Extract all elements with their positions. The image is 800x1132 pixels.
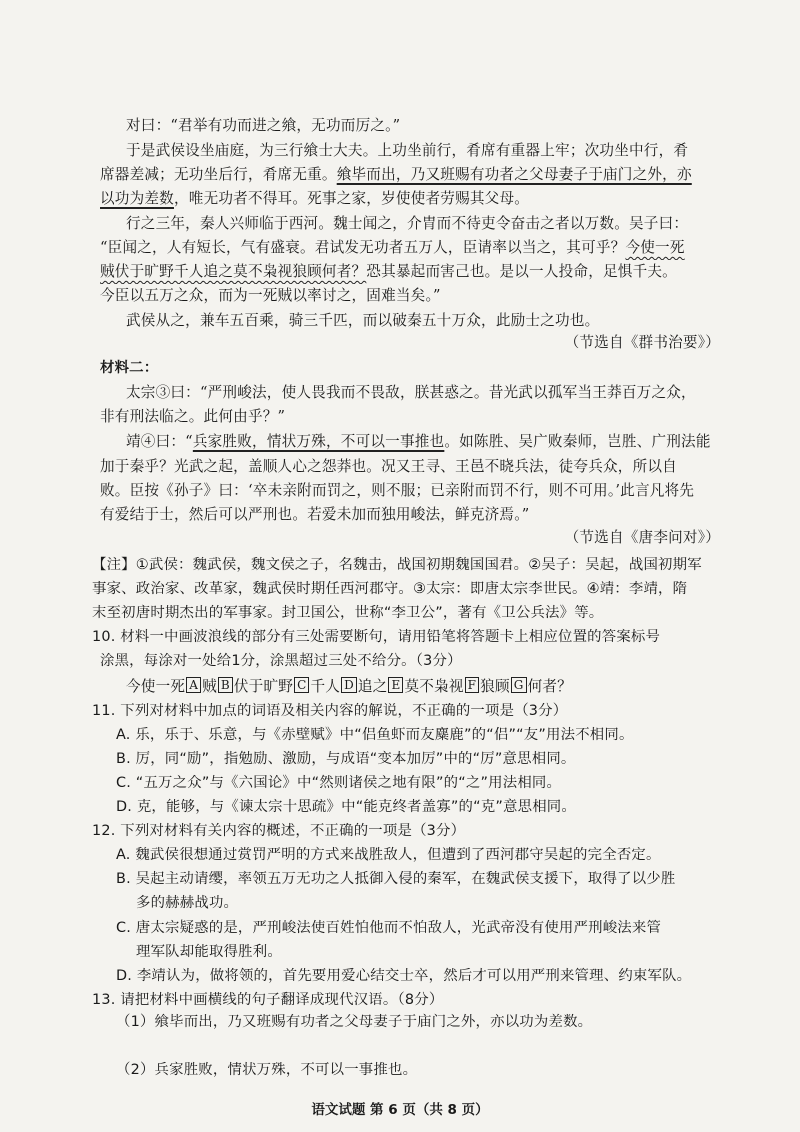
- question-11-stem: 11. 下列对材料中加点的词语及相关内容的解说，不正确的一项是（3分）: [92, 703, 568, 719]
- text-segment: 席器差减；无功坐后行，肴席无重。: [100, 166, 337, 183]
- m1-paragraph-3-line-2: [100, 236, 720, 260]
- question-12-option-c-line-1: C. 唐太宗疑惑的是，严刑峻法使百姓怕他而不怕敌人，光武帝没有使用严刑峻法来管: [116, 920, 662, 936]
- notes-line-1: 【注】①武侯：魏武侯，魏文侯之子，名魏击，战国初期魏国国君。②吴子：吴起，战国初期军: [92, 557, 702, 573]
- text-segment: 今使一死: [126, 678, 186, 695]
- option-box-d: D: [341, 677, 357, 693]
- m2-source: （节选自《唐李问对》）: [564, 529, 720, 546]
- question-11-option-d: D. 克，能够，与《谏太宗十思疏》中“能克终者盖寡”的“克”意思相同。: [116, 799, 576, 815]
- option-box-c: C: [294, 677, 309, 693]
- question-10-stem-line-1: 10. 材料一中画波浪线的部分有三处需要断句，请用铅笔将答题卡上相应位置的答案标号: [92, 629, 661, 645]
- m1-paragraph-2-line-3: [100, 187, 720, 211]
- question-11-option-b: B. 厉，同“励”，指勉励、激励，与成语“变本加厉”中的“厉”意思相同。: [116, 751, 576, 767]
- option-box-g: G: [511, 677, 527, 693]
- m1-source: （节选自《群书治要》）: [564, 334, 720, 351]
- text-segment: 何者？: [527, 678, 572, 695]
- text-segment: 靖④曰：“: [126, 433, 193, 450]
- wavy-underlined-part: 今使一死: [625, 239, 685, 256]
- underlined-sentence-part: 飨毕而出，乃又班赐有功者之父母妻子于庙门之外，亦: [336, 166, 692, 183]
- m2-paragraph-1-line-1: 太宗③曰：“严刑峻法，使人畏我而不畏敌，朕甚惑之。昔光武以孤军当王莽百万之众，: [126, 384, 696, 401]
- m2-paragraph-2-line-1: [126, 430, 720, 454]
- text-segment: 追之: [357, 678, 388, 695]
- option-box-a: A: [186, 677, 201, 693]
- m1-paragraph-2-line-1: 于是武侯设坐庙庭，为三行飨士大夫。上功坐前行，肴席有重器上牢；次功坐中行，肴: [126, 142, 689, 159]
- text-segment: 恐其暴起而害己也。是以一人投命，足惧千夫。: [366, 263, 677, 280]
- option-box-f: F: [465, 677, 480, 693]
- m1-paragraph-3-line-1: 行之三年，秦人兴师临于西河。魏士闻之，介胄而不待吏令奋击之者以万数。吴子曰：: [126, 215, 689, 232]
- m2-paragraph-2-line-3: 败。臣按《孙子》曰：‘卒未亲附而罚之，则不服；已亲附而罚不行，则不可用。’此言凡将先: [100, 482, 695, 499]
- wavy-underlined-part: 贼伏于旷野千人追之莫不枭视狼顾何者？: [100, 263, 367, 280]
- m1-paragraph-2-line-2: [100, 163, 720, 187]
- m1-paragraph-4: 武侯从之，兼车五百乘，骑三千匹，而以破秦五十万众，此励士之功也。: [126, 312, 600, 329]
- notes-line-2: 事家、政治家、改革家，魏武侯时期任西河郡守。③太宗：即唐太宗李世民。④靖：李靖，隋: [92, 581, 688, 597]
- question-10-stem-line-2: 涂黑，每涂对一处给1分，涂黑超过三处不给分。（3分）: [100, 653, 462, 669]
- question-13-stem: 13. 请把材料中画横线的句子翻译成现代汉语。（8分）: [92, 992, 444, 1008]
- material-2-title: 材料二：: [100, 360, 159, 376]
- question-11-option-c: C. “五万之众”与《六国论》中“然则诸侯之地有限”的“之”用法相同。: [116, 775, 562, 791]
- text-segment: 狼顾: [480, 678, 510, 695]
- m2-paragraph-2-line-2: 加于秦乎？光武之起，盖顺人心之怨莽也。况又王寻、王邑不晓兵法，徒夸兵众，所以自: [100, 458, 677, 475]
- m1-paragraph-3-line-4: 今臣以五万之众，而为一死贼以率讨之，固难当矣。”: [100, 287, 441, 304]
- text-segment: 伏于旷野: [233, 678, 294, 695]
- question-10-sentence: [126, 675, 720, 699]
- text-segment: 。如陈胜、吴广败秦师，岂胜、广刑法能: [444, 433, 711, 450]
- m2-paragraph-2-line-4: 有爱结于士，然后可以严刑也。若爱未加而独用峻法，鲜克济焉。”: [100, 506, 530, 523]
- question-12-stem: 12. 下列对材料有关内容的概述，不正确的一项是（3分）: [92, 823, 466, 839]
- text-segment: 千人: [310, 678, 341, 695]
- question-12-option-b-line-1: B. 吴起主动请缨，率领五万无功之人抵御入侵的秦军，在魏武侯支援下，取得了以少胜: [116, 871, 676, 887]
- text-segment: “臣闻之，人有短长，气有盛衰。君试发无功者五万人，臣请率以当之，其可乎？: [100, 239, 626, 256]
- option-box-b: B: [218, 677, 233, 693]
- question-12-option-b-line-2: 多的赫赫战功。: [136, 895, 239, 911]
- text-segment: 贼: [202, 678, 217, 695]
- m1-paragraph-1: 对曰：“君举有功而进之飨，无功而厉之。”: [126, 117, 401, 134]
- m2-paragraph-1-line-2: 非有刑法临之。此何由乎？”: [100, 408, 286, 425]
- text-segment: ，唯无功者不得耳。死事之家，岁使使者劳赐其父母。: [173, 190, 530, 207]
- question-12-option-c-line-2: 理军队却能取得胜利。: [136, 944, 282, 960]
- option-box-e: E: [388, 677, 403, 693]
- question-13-sentence-1: （1）飨毕而出，乃又班赐有功者之父母妻子于庙门之外，亦以功为差数。: [116, 1014, 593, 1030]
- question-11-option-a: A. 乐，乐于、乐意，与《赤壁赋》中“侣鱼虾而友麋鹿”的“侣”“友”用法不相同。: [116, 727, 634, 743]
- question-12-option-d: D. 李靖认为，做将领的，首先要用爱心结交士卒，然后才可以用严刑来管理、约束军队。: [116, 968, 692, 984]
- question-12-option-a: A. 魏武侯很想通过赏罚严明的方式来战胜敌人，但遭到了西河郡守吴起的完全否定。: [116, 847, 661, 863]
- notes-line-3: 末至初唐时期杰出的军事家。封卫国公，世称“李卫公”，著有《卫公兵法》等。: [92, 605, 604, 621]
- text-segment: 莫不枭视: [404, 678, 464, 695]
- question-13-sentence-2: （2）兵家胜败，情状万殊，不可以一事推也。: [116, 1062, 418, 1078]
- underlined-sentence-part: 以功为差数: [100, 190, 174, 207]
- page-footer: 语文试题 第 6 页（共 8 页）: [311, 1102, 489, 1118]
- underlined-sentence: 兵家胜败，情状万殊，不可以一事推也: [192, 433, 445, 450]
- m1-paragraph-3-line-3: [100, 260, 720, 284]
